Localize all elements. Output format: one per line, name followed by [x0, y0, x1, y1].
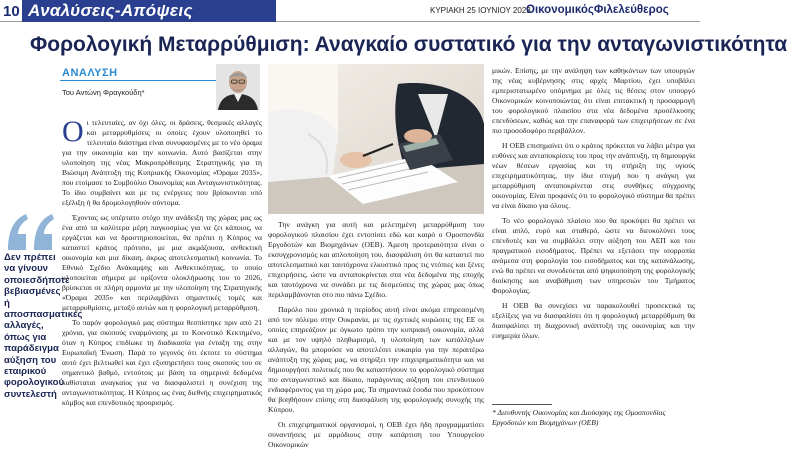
paragraph: Έχοντας ως υπέρτατο στόχο την ανάδειξη της χώρας μας ως ένα από τα καλύτερα μέρη παγκοσμίως για να ζει κάποιος, να εργάζεται και να δραστηριοποιείται, θα πρέπει η Κύπρος να καταστεί κράτος πρότυπο, με μια ακμάζουσα, ανθεκτική οικονομία και μια δίκαιη, άκρως αποτελεσματική κοινωνία. Το Εθνικό Σχέδιο Ανάκαμψης και Ανθεκτικότητας, το οποίο υλοποιείται σήμερα με ορίζοντα ολοκλήρωσης του το 2026, βρίσκεται σε πλήρη αρμονία με την υλοποίηση της Στρατηγικής «Όραμα 2035» και περιλαμβάνει σημαντικές τομές και μεταρρυθμίσεις, μεταξύ αυτών και η φορολογική μεταρρύθμιση. — [62, 213, 262, 312]
lead-photo — [268, 64, 484, 214]
publication-name: ΟικονομικόςΦιλελεύθερος — [526, 4, 669, 16]
author-portrait-icon — [216, 64, 260, 110]
article-column-3 — [492, 66, 695, 430]
drop-cap: Ο — [62, 115, 84, 148]
paragraph: μικών. Επίσης, με την ανάληψη των καθηκόντων των υπουργών της νέας κυβέρνησης στις αρχές Μαρτίου, έχει υποβάλει εμπεριστατωμένο υπόμνημα με όλες τις θέσεις στον υπουργό Οικονομικών κοινοποιώντας ότι είναι επιτακτική η προσαρμογή του φορολογικού πλαισίου στα νέα δεδομένα προσέλκυσης επενδύσεων, καθώς και την επαναφορά των επιχειρήσεων σε ένα πιο προσοδοφόρο περιβάλλον. — [492, 66, 695, 135]
quote-mark-icon — [4, 210, 56, 252]
author-photo — [216, 64, 260, 110]
article-column-2 — [268, 220, 484, 449]
business-desk-photo-icon — [268, 64, 484, 214]
paragraph: Οι επιχειρηματικοί οργανισμοί, η ΟΕΒ έχει ήδη προγραμματίσει συναντήσεις με αρμόδιους στην κατάρτιση του Υπουργείου Οικονομικών — [268, 420, 484, 449]
paragraph: Το παρόν φορολογικό μας σύστημα θεσπίστηκε πριν από 21 χρόνια, για σκοπούς εναρμόνισης με το Κοινοτικό Κεκτημένο, όταν η Κύπρος επιδίωκε τη διαδικασία για ένταξη της στην Ευρωπαϊκή Ένωση. Παρά το γεγονός ότι έκτοτε το σύστημα αυτό έχει βελτιωθεί και έχει εξυπηρετήσει τους σκοπούς του σε σημαντικό βαθμό, εντούτοις με βάση τα σημερινά δεδομένα καθίσταται αναγκαίος για να διασφαλιστεί η συνέχιση της ανταγωνιστικότητας. Η Κύπρος ως ένας διεθνής επιχειρηματικός κόμβος και επενδυτικός προορισμός. — [62, 318, 262, 407]
paragraph: Την ανάγκη για αυτή και μελετημένη μεταρρύθμιση του φορολογικού πλαισίου έχει εντοπίσει εδώ και καιρό ο Ομοσπονδία Εργοδοτών και Βιομηχάνων (ΟΕΒ). Άμεση προτεραιότητα είναι ο εκσυγχρονισμός και απλοποίηση του, διασφάλιση ότι θα καταστεί πιο αποτελεσματικό και ταυτόχρονα ελκυστικό προς τις ντόπιες και ξένες επιχειρήσεις, ώστε να ανταποκρίνεται στα νέα δεδομένα της εποχής και ταυτόχρονα να συνάδει με τις δεσμεύσεις της χώρας μας όπως περιλαμβάνονται στο πιο πάνω Σχέδιο. — [268, 220, 484, 299]
section-banner: Αναλύσεις-Απόψεις — [22, 0, 276, 22]
page-number: 10 — [3, 3, 20, 20]
paragraph: Η ΟΕΒ επισημαίνει ότι ο κράτος πρόκειται να λάβει μέτρα για ευθύνες και ανταποκρίσεις του προς την ανάπτυξη, τη δημιουργία νέων θέσεων εργασίας και τη στήριξη της υγιούς επιχειρηματικότητας, την ίδια στιγμή που η ανάγκη για μεταρρύθμιση ανταποκρίνεται στις συνθήκες σύγχρονης οικονομίας. Είναι προφανές ότι το φορολογικό σύστημα θα πρέπει να είναι δίκαιο για όλους. — [492, 141, 695, 210]
author-footnote: * Διευθυντής Οικονομίας και Διοίκησης της Ομοσπονδίας Εργοδοτών και Βιομηχάνων (ΟΕΒ) — [492, 408, 666, 427]
paragraph: Οι τελευταίες, αν όχι όλες, οι δράσεις, θεσμικές αλλαγές και μεταρρυθμίσεις οι οποίες έχουν υλοποιηθεί το τελευταίο διάστημα είναι συνυφασμένες με το νέο όραμα για την οικονομία και την κοινωνία. Αυτό βασίζεται στην υλοποίηση της νέας Μακροπρόθεσμης Στρατηγικής για τη Βιώσιμη Ανάπτυξη της Κυπριακής Οικονομίας «Όραμα 2035», που ετοίμασε το Συμβούλιο Οικονομίας και Ανταγωνιστικότητας. Το ίδιο συμβαίνει και με τις ενέργειες που βρίσκονται υπό εξέλιξη ή θα δρομολογηθούν σύντομα. — [62, 115, 262, 207]
pull-quote: Δεν πρέπει να γίνουν οποιεσδήποτε βεβιασμένες ή αποσπασματικές αλλαγές, όπως για παράδειγμα αύξηση του εταιρικού φορολογικού συντελεστή — [4, 252, 83, 400]
article-column-1 — [62, 115, 262, 430]
publication-date: ΚΥΡΙΑΚΗ 25 ΙΟΥΝΙΟΥ 2023 — [430, 6, 531, 15]
article-kicker: ΑΝΑΛΥΣΗ — [62, 67, 118, 79]
paragraph: Η ΟΕΒ θα συνεχίσει να παρακολουθεί προσεκτικά τις εξελίξεις για να διασφαλίσει ότι η φορολογική μεταρρύθμιση θα διασφαλίσει τη διαχρονική ανάπτυξη της οικονομίας και την ευημερία όλων. — [492, 301, 695, 340]
article-byline: Του Αντώνη Φραγκούδη* — [62, 88, 145, 97]
footnote-rule — [492, 404, 552, 405]
paragraph: Παρόλο που χρονικά η περίοδος αυτή είναι ακόμα επηρεασμένη από τον πόλεμο στην Ουκρανία, με τις σχετικές κυρώσεις της ΕΕ οι οποίες επηρεάζουν με όγκωτο τρόπο την κυπριακή οικονομία, αλλά και με τον υψηλό πληθωρισμό, η υλοποίηση των κατάλληλων αλλαγών, θα μπορούσε να αποτελέσει ευκαιρία για την περαιτέρω ανάπτυξη της χώρας μας, να στηρίξει την επιχειρηματικότητα και να δημιουργήσει πολιτικές που θα καταστήσουν το φορολογικό σύστημα πιο ανταγωνιστικό και δίκαιο, παράγοντας αύξηση του επενδυτικού ενδιαφέροντος για τη χώρα μας. Τα σημαντικά έσοδα που προκύπτουν θα βοηθήσουν επίσης στη διασφάλιση της φορολογικής συνοχής της Κύπρου. — [268, 305, 484, 414]
article-headline: Φορολογική Μεταρρύθμιση: Αναγκαίο συστατικό για την ανταγωνιστικότητα — [30, 33, 787, 56]
masthead-bar — [0, 0, 700, 22]
paragraph: Το νέο φορολογικό πλαίσιο που θα προκύψει θα πρέπει να είναι απλό, ευρύ και σταθερό, ώστε να διευκολύνει τους επενδυτές και να συμβάλλει στην αύξηση του ΑΕΠ και του πραγματικού εισοδήματος. Πρέπει να εξετάσει την ισορροπία ανάμεσα στη φορολογία του εισοδήματος και της κατανάλωσης, ενώ θα πρέπει να συνοδεύεται από ψηφιοποίηση της φορολογικής διοίκησης και αναβάθμιση των υπηρεσιών του Τμήματος Φορολογίας. — [492, 216, 695, 295]
